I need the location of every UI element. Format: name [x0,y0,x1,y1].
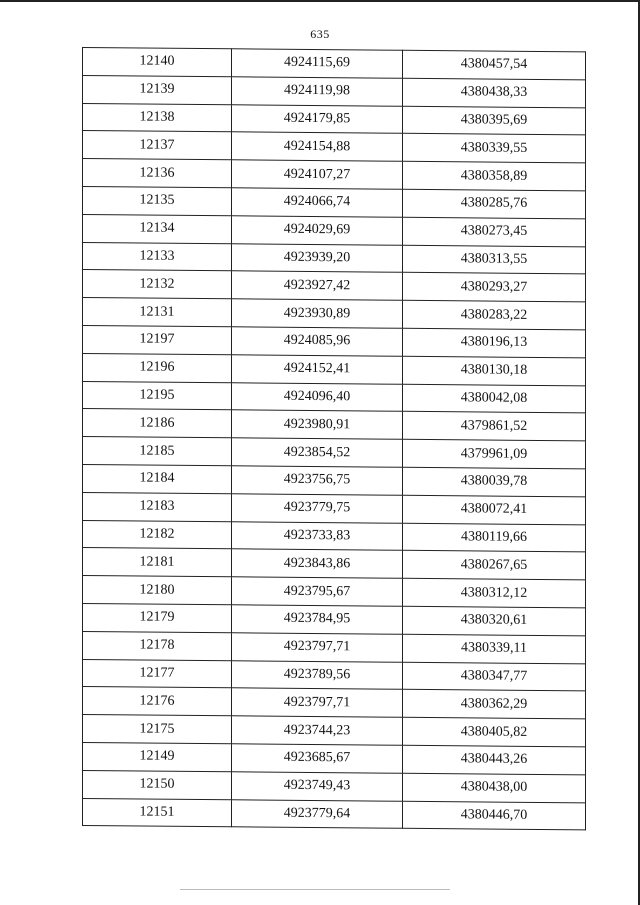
y-coordinate-cell: 4380119,66 [403,523,586,552]
point-id-cell: 12131 [83,298,232,327]
x-coordinate-cell: 4923756,75 [232,466,403,495]
x-coordinate-cell: 4924085,96 [232,327,403,356]
table-row [83,298,586,330]
page-number: 635 [310,27,330,41]
y-coordinate-cell: 4380358,89 [403,161,586,190]
table-row [83,325,586,357]
y-coordinate-cell: 4380042,08 [403,384,586,413]
x-coordinate-cell: 4923749,43 [232,772,403,801]
y-coordinate-cell: 4380395,69 [403,106,586,135]
x-coordinate-cell: 4923797,71 [232,688,403,717]
x-coordinate-cell: 4924119,98 [232,77,403,106]
point-id-cell: 12186 [83,409,232,438]
x-coordinate-cell: 4924096,40 [232,382,403,411]
y-coordinate-cell: 4380339,11 [403,634,586,663]
point-id-cell: 12176 [83,687,232,716]
y-coordinate-cell: 4380283,22 [403,300,586,329]
x-coordinate-cell: 4924152,41 [232,355,403,384]
table-row [83,131,586,163]
point-id-cell: 12177 [83,659,232,688]
x-coordinate-cell: 4924029,69 [232,216,403,245]
point-id-cell: 12134 [83,214,232,243]
x-coordinate-cell: 4923685,67 [232,744,403,773]
table-row [83,437,586,469]
x-coordinate-cell: 4923797,71 [232,633,403,662]
y-coordinate-cell: 4380196,13 [403,328,586,357]
x-coordinate-cell: 4923744,23 [232,716,403,745]
point-id-cell: 12133 [83,242,232,271]
table-row [83,464,586,496]
point-id-cell: 12181 [83,548,232,577]
point-id-cell: 12138 [83,103,232,132]
point-id-cell: 12137 [83,131,232,160]
y-coordinate-cell: 4380130,18 [403,356,586,385]
coordinates-table-wrapper [82,47,596,831]
x-coordinate-cell: 4923795,67 [232,577,403,606]
x-coordinate-cell: 4923854,52 [232,438,403,467]
table-row [83,631,586,663]
table-row [83,576,586,608]
point-id-cell: 12197 [83,325,232,354]
point-id-cell: 12132 [83,270,232,299]
y-coordinate-cell: 4380267,65 [403,551,586,580]
x-coordinate-cell: 4924107,27 [232,160,403,189]
table-row [83,381,586,413]
point-id-cell: 12140 [83,48,232,77]
y-coordinate-cell: 4380405,82 [403,717,586,746]
x-coordinate-cell: 4924179,85 [232,104,403,133]
y-coordinate-cell: 4380438,33 [403,78,586,107]
x-coordinate-cell: 4923843,86 [232,549,403,578]
y-coordinate-cell: 4380438,00 [403,773,586,802]
table-row [83,242,586,274]
table-row [83,103,586,135]
y-coordinate-cell: 4380320,61 [403,606,586,635]
x-coordinate-cell: 4923930,89 [232,299,403,328]
table-row [83,159,586,191]
coordinates-table-body [83,48,586,831]
y-coordinate-cell: 4380312,12 [403,578,586,607]
table-row [83,353,586,385]
point-id-cell: 12183 [83,492,232,521]
y-coordinate-cell: 4380362,29 [403,690,586,719]
x-coordinate-cell: 4923980,91 [232,410,403,439]
point-id-cell: 12151 [83,798,232,827]
page-edge-top [0,0,640,2]
table-row [83,409,586,441]
point-id-cell: 12178 [83,631,232,660]
coordinates-table [82,47,586,831]
point-id-cell: 12175 [83,715,232,744]
x-coordinate-cell: 4924154,88 [232,132,403,161]
y-coordinate-cell: 4380446,70 [403,801,586,830]
y-coordinate-cell: 4380339,55 [403,134,586,163]
point-id-cell: 12135 [83,186,232,215]
table-row [83,548,586,580]
point-id-cell: 12136 [83,159,232,188]
y-coordinate-cell: 4380443,26 [403,745,586,774]
point-id-cell: 12139 [83,75,232,104]
point-id-cell: 12185 [83,437,232,466]
y-coordinate-cell: 4380457,54 [403,50,586,79]
y-coordinate-cell: 4380273,45 [403,217,586,246]
point-id-cell: 12149 [83,742,232,771]
x-coordinate-cell: 4923779,64 [232,799,403,828]
table-row [83,270,586,302]
y-coordinate-cell: 4380313,55 [403,245,586,274]
table-row [83,75,586,107]
point-id-cell: 12195 [83,381,232,410]
table-row [83,715,586,747]
table-row [83,770,586,802]
table-row [83,48,586,80]
table-row [83,798,586,830]
x-coordinate-cell: 4923789,56 [232,660,403,689]
table-row [83,603,586,635]
y-coordinate-cell: 4379861,52 [403,412,586,441]
table-row [83,492,586,524]
table-row [83,659,586,691]
bottom-scan-mark [180,889,450,890]
y-coordinate-cell: 4380293,27 [403,273,586,302]
point-id-cell: 12182 [83,520,232,549]
table-row [83,687,586,719]
y-coordinate-cell: 4380285,76 [403,189,586,218]
point-id-cell: 12196 [83,353,232,382]
y-coordinate-cell: 4380039,78 [403,467,586,496]
x-coordinate-cell: 4923927,42 [232,271,403,300]
x-coordinate-cell: 4923779,75 [232,494,403,523]
x-coordinate-cell: 4924115,69 [232,49,403,78]
table-row [83,186,586,218]
y-coordinate-cell: 4380347,77 [403,662,586,691]
point-id-cell: 12184 [83,464,232,493]
point-id-cell: 12150 [83,770,232,799]
table-row [83,742,586,774]
x-coordinate-cell: 4923939,20 [232,243,403,272]
table-row [83,214,586,246]
y-coordinate-cell: 4379961,09 [403,439,586,468]
x-coordinate-cell: 4924066,74 [232,188,403,217]
x-coordinate-cell: 4923784,95 [232,605,403,634]
point-id-cell: 12180 [83,576,232,605]
table-row [83,520,586,552]
x-coordinate-cell: 4923733,83 [232,521,403,550]
point-id-cell: 12179 [83,603,232,632]
y-coordinate-cell: 4380072,41 [403,495,586,524]
